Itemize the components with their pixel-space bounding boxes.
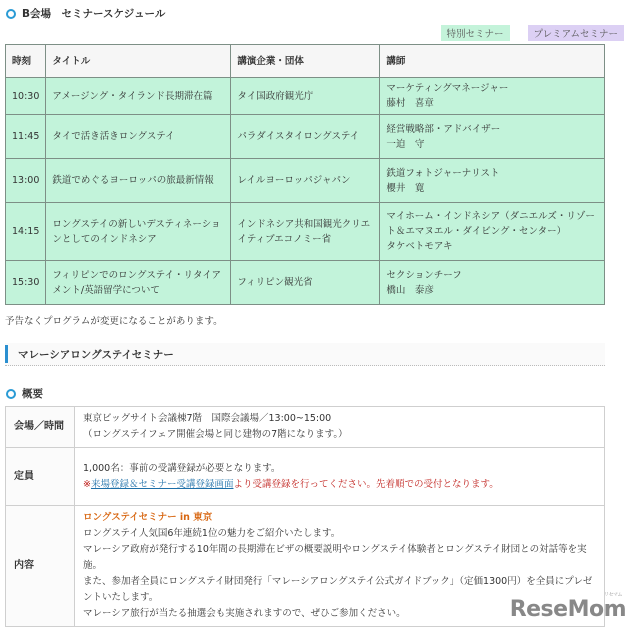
cell-organization: タイ国政府観光庁 bbox=[231, 78, 380, 115]
cell-organization: フィリピン観光省 bbox=[231, 261, 380, 305]
cell-speaker: 経営戦略部・アドバイザー 一迫 守 bbox=[380, 115, 605, 159]
label-venue-time: 会場／時間 bbox=[6, 407, 75, 448]
note-mark: ※ bbox=[83, 478, 91, 490]
schedule-table bbox=[5, 44, 605, 305]
cell-speaker: 鉄道フォトジャーナリスト 櫻井 寛 bbox=[380, 159, 605, 203]
schedule-heading: B会場 セミナースケジュール bbox=[6, 6, 165, 21]
table-row bbox=[6, 159, 605, 203]
legend-special-seminar: 特別セミナー bbox=[441, 25, 510, 41]
cell-title: 鉄道でめぐるヨーロッパの旅最新情報 bbox=[46, 159, 231, 203]
legend bbox=[441, 25, 624, 41]
schedule-change-note: 予告なくプログラムが変更になることがあります。 bbox=[5, 316, 223, 327]
cell-time: 10:30 bbox=[6, 78, 46, 115]
cell-organization: レイルヨーロッパジャパン bbox=[231, 159, 380, 203]
column-header-speaker: 講師 bbox=[380, 45, 605, 78]
overview-row-venue bbox=[6, 407, 605, 448]
label-capacity: 定員 bbox=[6, 448, 75, 506]
value-capacity: 1,000名：事前の受講登録が必要となります。 ※来場登録＆セミナー受講登録画面より受講登録を行ってください。先着順での受付となります。 bbox=[75, 448, 605, 506]
table-row bbox=[6, 115, 605, 159]
registration-link[interactable]: 来場登録＆セミナー受講登録画面 bbox=[90, 478, 234, 490]
cell-title: ロングステイの新しいデスティネーションとしてのインドネシア bbox=[46, 203, 231, 261]
cell-organization: インドネシア共和国観光クリエイティブエコノミー省 bbox=[231, 203, 380, 261]
cell-speaker: マイホーム・インドネシア（ダニエルズ・リゾート＆エマヌエル・ダイビング・センター） タケベトモアキ bbox=[380, 203, 605, 261]
column-header-title: タイトル bbox=[46, 45, 231, 78]
legend-premium-seminar: プレミアムセミナー bbox=[528, 25, 624, 41]
label-content: 内容 bbox=[6, 506, 75, 627]
overview-row-capacity bbox=[6, 448, 605, 506]
malaysia-section-heading: マレーシアロングステイセミナー bbox=[5, 343, 605, 366]
cell-title: タイで活き活きロングステイ bbox=[46, 115, 231, 159]
value-venue-time: 東京ビッグサイト会議棟7階 国際会議場／13:00~15:00 （ロングステイフェア開催会場と同じ建物の7階になります。） bbox=[75, 407, 605, 448]
cell-title: フィリピンでのロングステイ・リタイアメント/英語留学について bbox=[46, 261, 231, 305]
overview-table bbox=[5, 406, 605, 627]
content-subtitle: ロングステイセミナー in 東京 bbox=[83, 512, 213, 523]
cell-time: 13:00 bbox=[6, 159, 46, 203]
cell-time: 15:30 bbox=[6, 261, 46, 305]
cell-speaker: セクションチーフ 橋山 泰彦 bbox=[380, 261, 605, 305]
circle-bullet-icon bbox=[6, 9, 16, 19]
overview-heading: 概要 bbox=[6, 386, 43, 401]
column-header-time: 時刻 bbox=[6, 45, 46, 78]
column-header-organization: 講演企業・団体 bbox=[231, 45, 380, 78]
table-row bbox=[6, 203, 605, 261]
table-row bbox=[6, 78, 605, 115]
value-content: ロングステイセミナー in 東京 ロングステイ人気国6年連続1位の魅力をご紹介いたします。 マレーシア政府が発行する10年間の長期滞在ビザの概要説明やロングステイ体験者とロングステイ財団との対話等を実施。 また、参加者全員にロングステイ財団発行「マレーシアロングステイ公式ガイドブック」（定価1300円）を全員にプレゼントいたします。 マレーシア旅行が当たる抽選会も実施されますので、ぜひご参加ください。 bbox=[75, 506, 605, 627]
cell-title: アメージング・タイランド長期滞在篇 bbox=[46, 78, 231, 115]
table-header-row bbox=[6, 45, 605, 78]
circle-bullet-icon bbox=[6, 389, 16, 399]
table-row bbox=[6, 261, 605, 305]
cell-speaker: マーケティングマネージャー 藤村 喜章 bbox=[380, 78, 605, 115]
cell-time: 14:15 bbox=[6, 203, 46, 261]
cell-organization: パラダイスタイロングステイ bbox=[231, 115, 380, 159]
resemom-watermark-logo: リセマム ReseMom bbox=[509, 592, 626, 622]
cell-time: 11:45 bbox=[6, 115, 46, 159]
heading-accent-bar bbox=[5, 345, 8, 363]
